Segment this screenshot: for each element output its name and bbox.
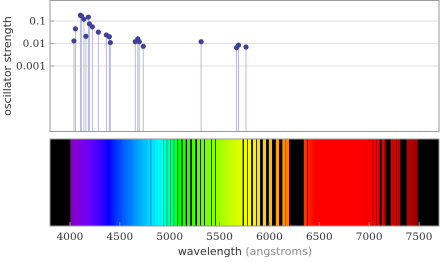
spectrum-line	[201, 139, 204, 226]
spectrum-line	[187, 139, 190, 226]
spectrum-line	[286, 139, 289, 226]
data-point	[137, 39, 142, 44]
data-point	[81, 17, 86, 22]
spectrum-line	[323, 139, 326, 226]
data-point	[90, 24, 95, 29]
spectrum-line	[178, 139, 181, 226]
spectrum-line	[394, 139, 397, 226]
spectrum-line	[148, 139, 151, 226]
spectrum-lines	[70, 139, 417, 226]
data-point	[236, 42, 241, 47]
y-axis-title: oscillator strength	[1, 16, 14, 116]
spectrum-line	[276, 139, 279, 226]
spectrum-line	[197, 139, 200, 226]
x-axis-unit: (angstroms)	[245, 245, 313, 258]
data-point	[83, 34, 88, 39]
spectrum-line	[406, 139, 409, 226]
spectrum-line	[154, 139, 157, 226]
spectrum-line	[219, 139, 222, 226]
spectrum-line	[244, 139, 247, 226]
data-point	[199, 39, 204, 44]
data-point	[86, 14, 91, 19]
spectrum-line	[205, 139, 208, 226]
spectrum-line	[118, 139, 121, 226]
spectrum-line	[391, 139, 394, 226]
oscillator-strength-plot	[16, 1, 439, 132]
spectrum-line	[164, 139, 167, 226]
spectrum-line	[167, 139, 170, 226]
x-tick-label: 4500	[106, 231, 134, 243]
data-point	[108, 40, 113, 45]
data-point	[71, 38, 76, 43]
spectrum-line	[253, 139, 256, 226]
spectrum-line	[382, 139, 385, 226]
y-tick-label: 0.01	[22, 38, 46, 50]
spectrum-line	[171, 139, 174, 226]
x-tick-label: 5500	[206, 231, 233, 243]
spectrum-line	[225, 139, 228, 226]
spectrum-line	[151, 139, 154, 226]
spectrum-line	[414, 139, 417, 226]
x-tick-label: 4000	[56, 231, 84, 243]
spectrum-line	[366, 139, 369, 226]
spectrum-plot	[50, 139, 439, 243]
spectrum-line	[370, 139, 373, 226]
x-tick-label: 7000	[355, 231, 383, 243]
y-tick-labels	[16, 16, 46, 73]
y-tick-label: 0.1	[29, 15, 46, 28]
spectrum-line	[282, 139, 285, 226]
data-point	[141, 44, 146, 49]
spectrum-line	[263, 139, 266, 226]
spectrum-line	[312, 139, 315, 226]
spectrum-line	[248, 139, 251, 226]
spectrum-line	[397, 139, 400, 226]
spectrum-line	[208, 139, 211, 226]
spectrum-line	[377, 139, 380, 226]
x-tick-label: 5000	[156, 231, 184, 243]
spectrum-line	[157, 139, 160, 226]
x-axis-title: wavelength	[177, 245, 242, 258]
spectrum-line	[174, 139, 177, 226]
spectrum-line	[239, 139, 242, 226]
spectrum-line	[363, 139, 366, 226]
y-tick-label: 0.001	[15, 60, 46, 73]
spectrum-line	[183, 139, 186, 226]
spectrum-line	[192, 139, 195, 226]
x-tick-label: 6000	[256, 231, 283, 243]
spectrum-line	[160, 139, 163, 226]
spectrum-line	[128, 139, 131, 226]
spectrum-line	[212, 139, 215, 226]
spectrum-line	[216, 139, 219, 226]
data-point	[73, 26, 78, 31]
x-axis-title-group	[178, 245, 312, 258]
spectrum-line	[257, 139, 260, 226]
data-point	[96, 30, 101, 35]
data-point	[107, 34, 112, 39]
x-tick-label: 6500	[305, 231, 333, 243]
spectrum-line	[304, 139, 307, 226]
data-point	[243, 44, 248, 49]
spectrum-line	[373, 139, 376, 226]
x-tick-label: 7500	[405, 231, 433, 243]
spectrum-line	[222, 139, 225, 226]
spectrum-line	[269, 139, 272, 226]
